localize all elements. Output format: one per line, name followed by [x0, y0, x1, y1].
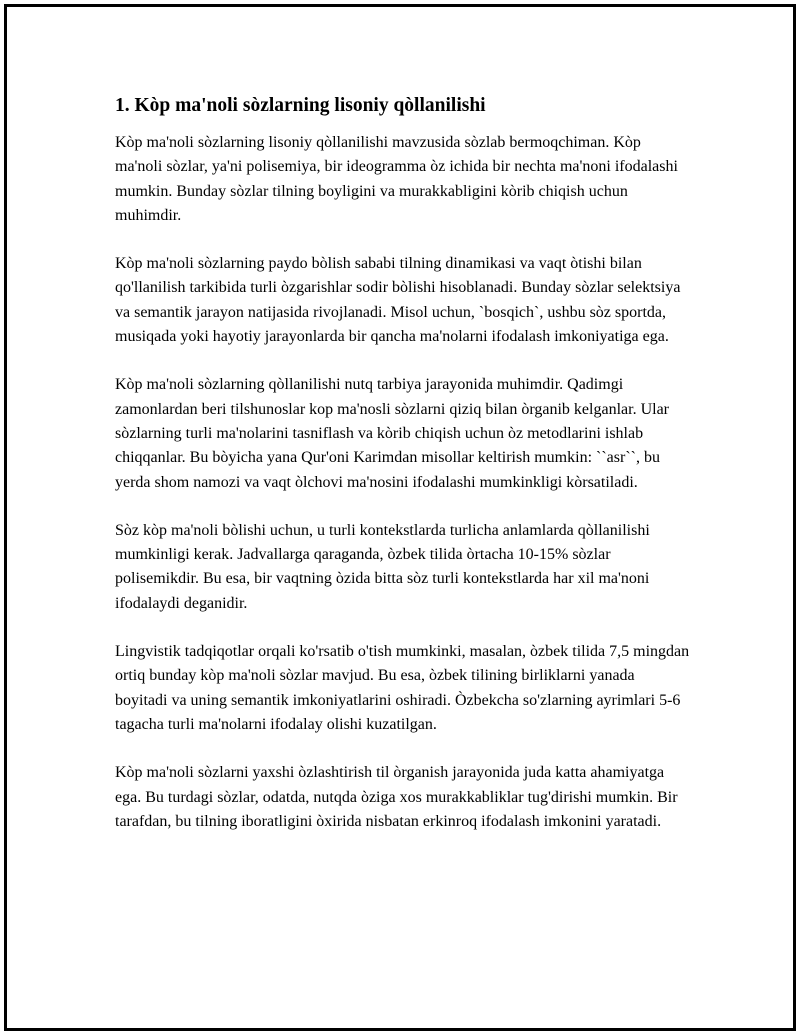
paragraph-3: Kòp ma'noli sòzlarning qòllanilishi nutq tarbiya jarayonida muhimdir. Qadimgi zamonlardan beri tilshunoslar kop ma'nosli sòzlarni qiziq bilan òrganib kelganlar. Ular sòzlarning turli ma'nolarini tasniflash va kòrib chiqish uchun òz metodlarini ishlab chiqqanlar. Bu bòyicha yana Qur'oni Karimdan misollar keltirish mumkin: ``asr``, bu yerda shom namozi va vaqt òlchovi ma'nosini ifodalashi mumkinkligi kòrsatiladi.: [115, 376, 669, 491]
paragraph-5: Lingvistik tadqiqotlar orqali ko'rsatib o'tish mumkinki, masalan, òzbek tilida 7,5 mingdan ortiq bunday kòp ma'noli sòzlar mavjud. Bu esa, òzbek tilining birliklarni yanada boyitadi va uning semantik imkoniyatlarini oshiradi. Òzbekcha so'zlarning ayrimlari 5-6 tagacha turli ma'nolarni ifodalay olishi kuzatilgan.: [115, 643, 690, 733]
document-body: [115, 92, 690, 858]
section-heading: 1. Kòp ma'noli sòzlarning lisoniy qòllanilishi: [115, 95, 486, 116]
paragraph-2: Kòp ma'noli sòzlarning paydo bòlish sababi tilning dinamikasi va vaqt òtishi bilan qo'llanilish tarkibida turli òzgarishlar sodir bòlishi hisoblanadi. Bunday sòzlar selektsiya va semantik jarayon natijasida rivojlanadi. Misol uchun, `bosqich`, ushbu sòz sportda, musiqada yoki hayotiy jarayonlarda bir qancha ma'nolarni ifodalash imkoniyatiga ega.: [115, 255, 681, 346]
paragraph-6: Kòp ma'noli sòzlarni yaxshi òzlashtirish til òrganish jarayonida juda katta ahamiyatga ega. Bu turdagi sòzlar, odatda, nutqda òziga xos murakkabliklar tug'dirishi mumkin. Bir tarafdan, bu tilning iboratligini òxirida nisbatan erkinroq ifodalash imkonini yaratadi.: [115, 764, 678, 830]
paragraph-1: Kòp ma'noli sòzlarning lisoniy qòllanilishi mavzusida sòzlab bermoqchiman. Kòp ma'noli sòzlar, ya'ni polisemiya, bir ideogramma òz ichida bir nechta ma'noni ifodalashi mumkin. Bunday sòzlar tilning boyligini va murakkabligini kòrib chiqish uchun muhimdir.: [115, 134, 678, 224]
paragraph-4: Sòz kòp ma'noli bòlishi uchun, u turli kontekstlarda turlicha anlamlarda qòllanilishi mumkinligi kerak. Jadvallarga qaraganda, òzbek tilida òrtacha 10-15% sòzlar polisemikdir. Bu esa, bir vaqtning òzida bitta sòz turli kontekstlarda har xil ma'noni ifodalaydi deganidir.: [115, 521, 650, 612]
